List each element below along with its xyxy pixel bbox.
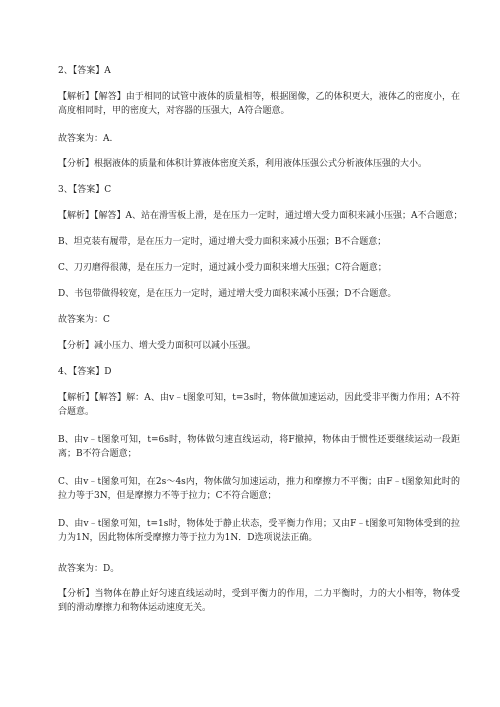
q2-analysis: 【解析】【解答】由于相同的试管中液体的质量相等，根据图像，乙的体积更大，液体乙的密度小，在高度相同时，甲的密度大，对容器的压强大，A符合题意。	[58, 92, 460, 116]
q4-option-b: B、由v﹣t图象可知，t=6s时，物体做匀速直线运动，将F撤掉，物体由于惯性还要继续运动一段距离；B不符合题意；	[58, 435, 460, 459]
q4-option-a: 【解析】【解答】解：A、由v﹣t图象可知，t=3s时，物体做加速运动，因此受非平衡力作用；A不符合题意。	[58, 393, 460, 417]
q3-review: 【分析】减小压力、增大受力面积可以减小压强。	[58, 341, 257, 351]
q2-conclusion: 故答案为：A.	[58, 134, 113, 144]
q3-answer: 3、【答案】C	[58, 185, 112, 195]
q3-option-a: 【解析】【解答】A、站在滑雪板上滑，是在压力一定时，通过增大受力面积来减小压强；A不合题意；	[58, 211, 463, 221]
q3-option-b: B、坦克装有履带，是在压力一定时，通过增大受力面积来减小压强；B不合题意；	[58, 237, 387, 247]
q3-option-c: C、刀刃磨得很薄，是在压力一定时，通过减小受力面积来增大压强；C符合题意；	[58, 263, 387, 273]
q4-option-c: C、由v﹣t图象可知，在2s～4s内，物体做匀加速运动，推力和摩擦力不平衡；由F﹣t图象知此时的拉力等于3N，但是摩擦力不等于拉力；C不符合题意；	[58, 477, 460, 501]
q4-answer: 4、【答案】D	[58, 367, 112, 377]
q4-review: 【分析】当物体在静止好匀速直线运动时，受到平衡力的作用，二力平衡时，力的大小相等，物体受到的滑动摩擦力和物体运动速度无关。	[58, 589, 460, 613]
q4-conclusion: 故答案为：D。	[58, 564, 120, 574]
q3-conclusion: 故答案为：C	[58, 315, 110, 325]
q3-option-d: D、书包带做得较宽，是在压力一定时，通过增大受力面积来减小压强；D不合题意。	[58, 289, 397, 299]
q2-answer: 2、【答案】A	[58, 66, 111, 76]
q2-review: 【分析】根据液体的质量和体积计算液体密度关系，利用液体压强公式分析液体压强的大小。	[58, 159, 428, 169]
q4-option-d: D、由v﹣t图象可知，t=1s时，物体处于静止状态，受平衡力作用；又由F﹣t图象可知物体受到的拉力为1N，因此物体所受摩擦力等于拉力为1N．D选项说法正确。	[58, 519, 460, 543]
